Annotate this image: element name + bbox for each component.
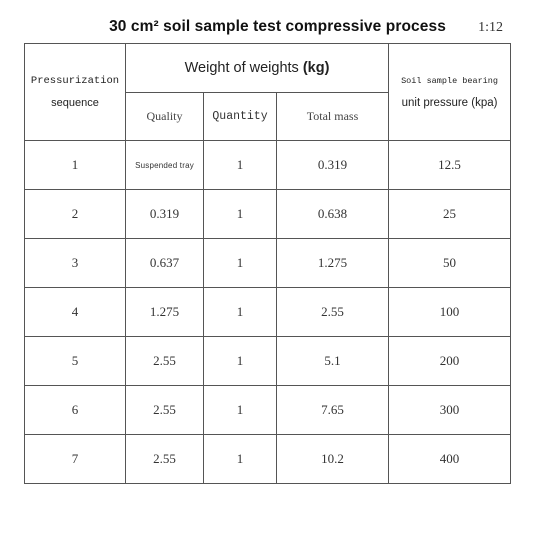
cell-quality: 1.275 — [126, 288, 204, 337]
cell-pressure: 300 — [389, 386, 511, 435]
cell-seq: 6 — [25, 386, 126, 435]
table-row — [25, 386, 511, 435]
table-row — [25, 239, 511, 288]
table-row — [25, 337, 511, 386]
cell-total: 1.275 — [277, 239, 389, 288]
cell-quality: 2.55 — [126, 435, 204, 484]
cell-pressure: 200 — [389, 337, 511, 386]
header-bearing-line1: Soil sample bearing — [401, 76, 498, 86]
cell-quantity: 1 — [204, 386, 277, 435]
cell-quality: 2.55 — [126, 386, 204, 435]
test-table — [24, 43, 511, 484]
cell-total: 7.65 — [277, 386, 389, 435]
cell-seq: 7 — [25, 435, 126, 484]
cell-seq: 1 — [25, 141, 126, 190]
header-weights-label: Weight of weights — [184, 60, 299, 76]
header-bearing — [389, 44, 511, 141]
cell-pressure: 50 — [389, 239, 511, 288]
cell-pressure: 400 — [389, 435, 511, 484]
cell-seq: 2 — [25, 190, 126, 239]
table-row — [25, 141, 511, 190]
table-row — [25, 288, 511, 337]
scale-label: 1:12 — [478, 20, 503, 35]
cell-pressure: 100 — [389, 288, 511, 337]
cell-pressure: 25 — [389, 190, 511, 239]
table-row — [25, 190, 511, 239]
cell-quantity: 1 — [204, 337, 277, 386]
cell-quality: 0.637 — [126, 239, 204, 288]
header-sequence — [25, 44, 126, 141]
header-quality: Quality — [126, 93, 204, 141]
page-title: 30 cm² soil sample test compressive process — [109, 18, 446, 35]
header-quantity: Quantity — [204, 93, 277, 141]
cell-quantity: 1 — [204, 141, 277, 190]
header-bearing-line2: unit pressure (kpa) — [401, 97, 498, 109]
header-sequence-line1: Pressurization — [30, 75, 120, 87]
cell-pressure: 12.5 — [389, 141, 511, 190]
cell-quality: 0.319 — [126, 190, 204, 239]
header-sequence-line2: sequence — [51, 97, 99, 109]
header-weights-unit: (kg) — [302, 60, 330, 76]
cell-total: 5.1 — [277, 337, 389, 386]
header-total-mass: Total mass — [277, 93, 389, 141]
cell-total: 2.55 — [277, 288, 389, 337]
cell-total: 0.638 — [277, 190, 389, 239]
header-row — [25, 44, 511, 93]
header-weights — [126, 44, 389, 93]
cell-seq: 4 — [25, 288, 126, 337]
cell-quantity: 1 — [204, 288, 277, 337]
cell-total: 10.2 — [277, 435, 389, 484]
cell-seq: 5 — [25, 337, 126, 386]
cell-seq: 3 — [25, 239, 126, 288]
cell-quality: 2.55 — [126, 337, 204, 386]
cell-quantity: 1 — [204, 190, 277, 239]
cell-total: 0.319 — [277, 141, 389, 190]
cell-quality: Suspended tray — [126, 141, 204, 190]
cell-quantity: 1 — [204, 435, 277, 484]
cell-quantity: 1 — [204, 239, 277, 288]
table-row — [25, 435, 511, 484]
